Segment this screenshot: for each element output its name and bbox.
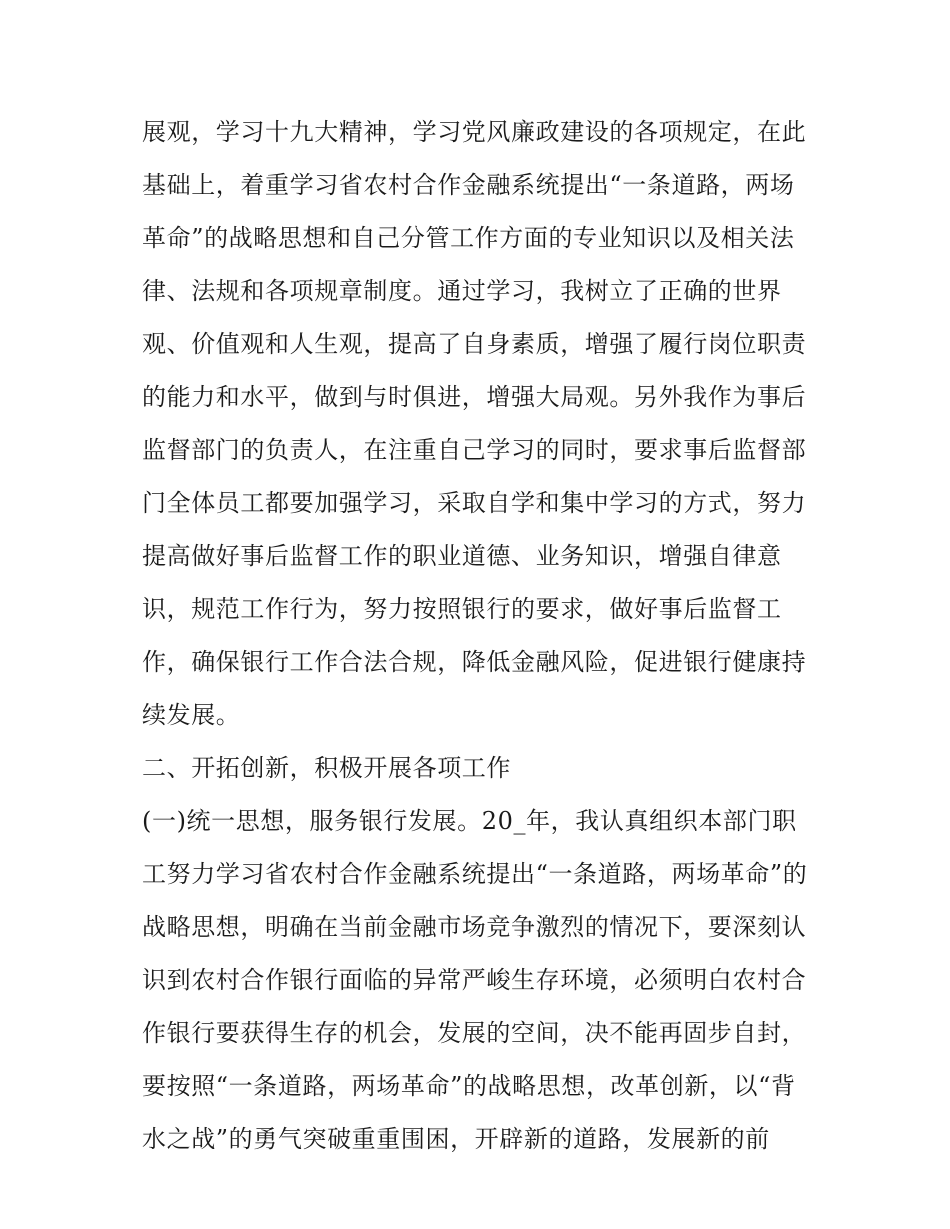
text-line: 的能力和水平，做到与时俱进，增强大局观。另外我作为事后 [142, 383, 807, 411]
text-line: 识，规范工作行为，努力按照银行的要求，做好事后监督工 [142, 595, 782, 623]
text-line: 门全体员工都要加强学习，采取自学和集中学习的方式，努力 [142, 489, 807, 517]
text-line: 基础上，着重学习省农村合作金融系统提出“一条道路，两场 [142, 171, 795, 199]
text-line: 识到农村合作银行面临的异常严峻生存环境，必须明白农村合 [142, 966, 807, 994]
text-line: 战略思想，明确在当前金融市场竞争激烈的情况下，要深刻认 [142, 913, 807, 941]
text-line: 作银行要获得生存的机会，发展的空间，决不能再固步自封， [142, 1019, 807, 1047]
text-line: 要按照“一条道路，两场革命”的战略思想，改革创新，以“背 [142, 1072, 796, 1100]
text-line: 续发展。 [142, 701, 241, 729]
section-heading: 二、开拓创新，积极开展各项工作 [142, 754, 511, 782]
text-line: 提高做好事后监督工作的职业道德、业务知识，增强自律意 [142, 542, 782, 570]
text-line: 水之战”的勇气突破重重围困，开辟新的道路，发展新的前 [142, 1125, 770, 1153]
text-line: 展观，学习十九大精神，学习党风廉政建设的各项规定，在此 [142, 118, 807, 146]
text-line: 监督部门的负责人，在注重自己学习的同时，要求事后监督部 [142, 436, 807, 464]
document-body [142, 106, 822, 1166]
text-line: 革命”的战略思想和自己分管工作方面的专业知识以及相关法 [142, 224, 795, 252]
text-line: 作，确保银行工作合法合规，降低金融风险，促进银行健康持 [142, 648, 807, 676]
text-line: 律、法规和各项规章制度。通过学习，我树立了正确的世界 [142, 277, 782, 305]
text-line: 工努力学习省农村合作金融系统提出“一条道路，两场革命”的 [142, 860, 808, 888]
text-line: 观、价值观和人生观，提高了自身素质，增强了履行岗位职责 [142, 330, 807, 358]
text-line: (一)统一思想，服务银行发展。20_年，我认真组织本部门职 [142, 807, 797, 835]
